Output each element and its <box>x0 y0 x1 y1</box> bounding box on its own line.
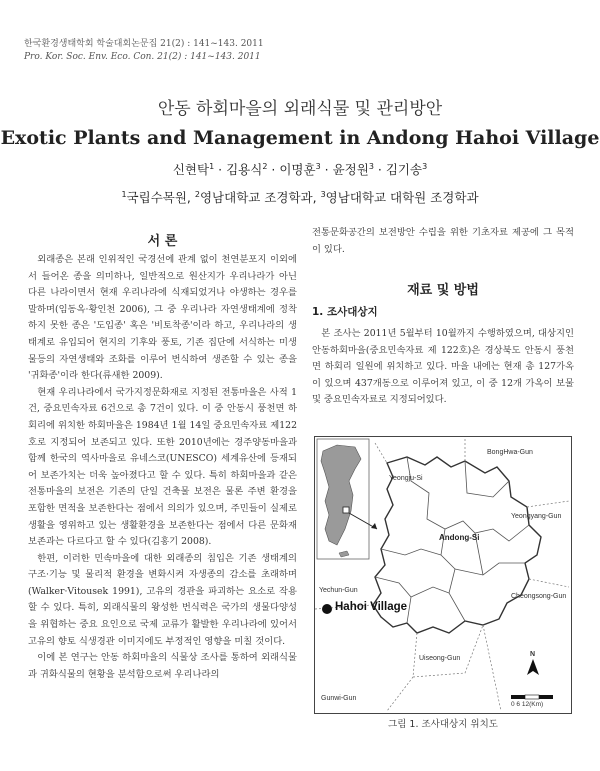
county-line <box>483 625 501 711</box>
district-line <box>407 457 529 541</box>
study-site-subheading: 1. 조사대상지 <box>312 306 378 318</box>
scale-bar-segment <box>539 695 553 699</box>
district-line <box>381 549 441 555</box>
intro-section-heading-wrap <box>28 230 297 249</box>
intro-paragraph: 현재 우리나라에서 국가지정문화재로 지정된 전통마을은 사적 1건, 중요민속자료 6건으로 총 7건이 있다. 이 중 안동시 풍천면 하회리에 위치한 하회마을은 1984년 1월 14일 중요민속자료 제122호로 지정되어 보존되고 있다. 또한 2010년에는 경주양동마을과 함께 한국의 역사마을로 유네스코(UNESCO) 세계유산에 등재되어 보존가치는 더욱 높아졌다고 할 수 있다. 특히 하회마을과 같은 전통마을의 보전은 기존의 단일 건축물 보전은 물론 주변 환경을 포함한 면적을 보존한다는 점에서 의의가 있으며, 주민들이 실제로 생활을 영위하고 있는 생활환경을 보존한다는 점에서 다른 문화재 보존과는 다르다고 할 수 있다(김홍기 2008). <box>28 386 297 548</box>
intro-body <box>28 252 297 683</box>
figure-caption: 그림 1. 조사대상지 위치도 <box>388 719 498 730</box>
county-line <box>529 579 569 587</box>
affiliation-list <box>0 188 600 206</box>
label-north: N <box>530 651 536 658</box>
intro-continuation-text: 전통문화공간의 보전방안 수립을 위한 기초자료 제공에 그 목적이 있다. <box>312 227 574 255</box>
author-separator: · <box>320 162 333 177</box>
journal-header <box>24 38 264 64</box>
inset-highlight <box>343 507 349 513</box>
journal-header-english: Pro. Kor. Soc. Env. Eco. Con. 21(2) : 141~143. 2011 <box>24 52 261 62</box>
author-separator: · <box>267 162 280 177</box>
author-name: 김용식 <box>226 162 263 177</box>
author-separator: · <box>373 162 386 177</box>
author-affil-marker: 2 <box>262 161 268 171</box>
label-yeongyang: Yeongyang-Gun <box>511 513 562 520</box>
title-korean: 안동 하회마을의 외래식물 및 관리방안 <box>157 99 443 119</box>
district-line <box>465 461 509 497</box>
author-list <box>0 160 600 178</box>
affiliation: 영남대학교 조경학과, <box>199 190 321 205</box>
author-affil-marker: 3 <box>422 161 428 171</box>
label-yechun: Yechun-Gun <box>319 587 358 594</box>
title-english: Exotic Plants and Management in Andong Hahoi Village <box>0 127 600 149</box>
methods-heading: 재료 및 방법 <box>407 283 479 298</box>
district-line <box>411 587 449 597</box>
scale-bar-segment <box>525 695 539 699</box>
affil-marker: 3 <box>320 189 326 199</box>
intro-paragraph: 한편, 이러한 민속마을에 대한 외래종의 침입은 기존 생태계의 구조·기능 및 물리적 환경을 변화시켜 자생종의 감소를 초래하며(Walker·Vitousek 1991), 고유의 경관을 파괴하는 요소로 작용할 수 있다. 특히, 외래식물의 왕성한 번식력은 국가의 생물다양성을 위협하는 중요 요인으로 국제 교류가 활발한 우리나라에 있어서 고유의 향토 식생경관 이미지에도 부정적인 영향을 미칠 것이다. <box>28 552 297 647</box>
journal-header-korean: 한국환경생태학회 학술대회논문집 21(2) : 141~143. 2011 <box>24 39 264 49</box>
intro-continuation <box>312 225 574 258</box>
label-uiseong: Uiseong-Gun <box>419 655 461 662</box>
affiliation: 국립수목원, <box>126 190 195 205</box>
author-name: 신현탁 <box>172 162 210 177</box>
author-affil-marker: 1 <box>209 161 215 171</box>
county-line <box>375 443 387 463</box>
author-name: 이명훈 <box>279 162 316 177</box>
county-line <box>527 501 569 507</box>
author-name: 김기송 <box>385 162 423 177</box>
label-bonghwa: BongHwa-Gun <box>487 449 533 456</box>
label-andong: Andong-Si <box>439 533 480 542</box>
intro-heading: 서 론 <box>147 234 178 249</box>
label-yeongju: Yeongju-Si <box>389 475 423 482</box>
district-line <box>441 529 465 621</box>
map-graphic <box>315 437 571 713</box>
author-name: 윤정원 <box>332 162 369 177</box>
author-affil-marker: 3 <box>315 161 321 171</box>
affil-marker: 2 <box>194 189 200 199</box>
study-site-map <box>314 436 572 714</box>
author-separator: · <box>214 162 227 177</box>
methods-section-heading-wrap <box>312 279 574 298</box>
methods-body <box>312 326 574 409</box>
intro-paragraph: 이에 본 연구는 안동 하회마을의 식물상 조사를 통하여 외래식물과 귀화식물의 현황을 분석함으로써 우리나라의 <box>28 652 297 680</box>
county-line <box>387 633 417 711</box>
affiliation: 영남대학교 대학원 조경학과 <box>325 190 479 205</box>
affil-marker: 1 <box>121 189 127 199</box>
label-gunwi: Gunwi-Gun <box>321 695 357 702</box>
north-arrow-icon <box>527 659 539 675</box>
label-scale: 0 6 12(Km) <box>511 701 544 708</box>
label-cheongsong: Cheongsong-Gun <box>511 593 567 600</box>
intro-paragraph: 외래종은 본래 인위적인 국경선에 관계 없이 천연분포지 이외에서 들어온 종을 의미하나, 일반적으로 원산지가 우리나라가 아닌 다른 나라이면서 현재 우리나라에 식재되었거나 야생하는 경우를 말하며(임동옥·황인천 2006), 그 중 우리나라 자연생태계에 정착하지 못한 종은 '도입종' 혹은 '비토착종'이라 하고, 우리나라의 생태계로 유입되어 현지의 기후와 풍토, 기존 집단에 서식하는 미생물등의 자연생태와 조화를 이루어 번식하여 생존할 수 있는 종을 '귀화종'이라 한다(류새한 2009). <box>28 254 297 382</box>
label-hahoi: Hahoi Village <box>335 601 408 613</box>
district-line <box>455 563 525 575</box>
scale-bar-segment <box>511 695 525 699</box>
hahoi-marker <box>322 604 332 614</box>
methods-paragraph: 본 조사는 2011년 5월부터 10월까지 수행하였으며, 대상지인 안동하회마을(중요민속자료 제 122호)은 경상북도 안동시 풍천면 하회리 일원에 위치하고 있다. 마을 내에는 현재 총 127가옥이 있으며 437개동으로 이루어져 있고, 이 중 12개 가옥이 보물 및 중요민속자료로 지정되어있다. <box>312 328 574 406</box>
author-affil-marker: 3 <box>368 161 374 171</box>
